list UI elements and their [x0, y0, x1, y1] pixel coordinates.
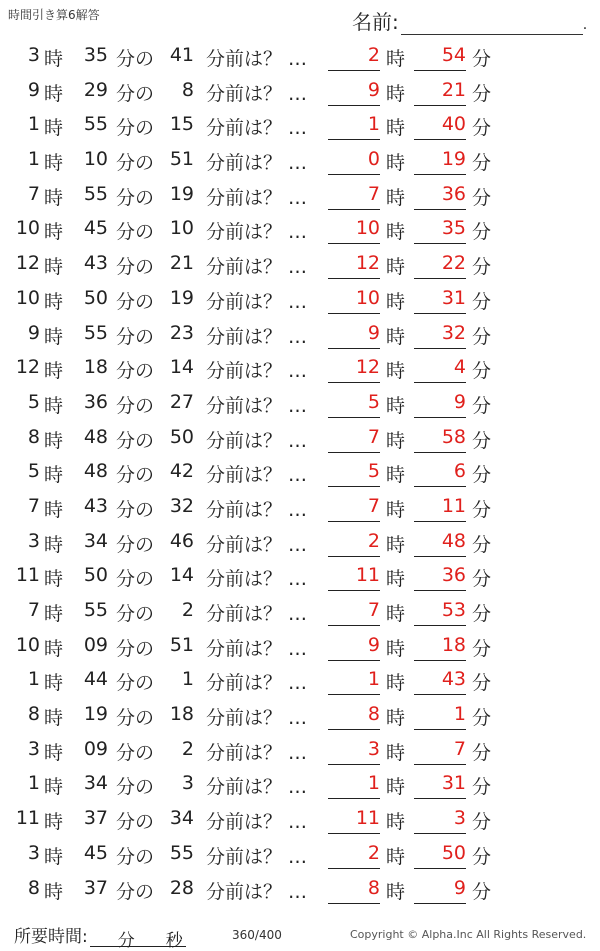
- answer-minute: 36: [414, 564, 466, 591]
- before-label: 分前は？ …: [206, 48, 308, 70]
- start-minute: 09: [83, 737, 108, 760]
- hour-label: 時: [44, 845, 64, 868]
- minute-label: 分: [472, 811, 492, 834]
- subtract-minutes: 28: [169, 876, 194, 899]
- answer-minute: 9: [414, 391, 466, 418]
- minute-of-label: 分の: [116, 429, 155, 452]
- hour-label: 時: [386, 394, 406, 417]
- answer-minute: 7: [414, 738, 466, 765]
- start-minute: 55: [83, 182, 108, 205]
- problem-row: [0, 491, 600, 526]
- hour-label: 時: [386, 256, 406, 279]
- answer-hour: 1: [328, 113, 380, 140]
- start-minute: 35: [83, 44, 108, 66]
- start-hour: 3: [27, 529, 40, 552]
- hour-label: 時: [386, 637, 406, 660]
- hour-label: 時: [44, 429, 64, 452]
- problem-row: [0, 213, 600, 248]
- minute-of-label: 分の: [116, 48, 155, 70]
- before-label: 分前は？ …: [206, 568, 308, 591]
- minute-label: 分: [472, 48, 492, 70]
- before-label: 分前は？ …: [206, 152, 308, 175]
- answer-minute: 35: [414, 217, 466, 244]
- answer-minute: 1: [414, 703, 466, 730]
- hour-label: 時: [44, 672, 64, 695]
- answer-minute: 6: [414, 460, 466, 487]
- start-hour: 3: [27, 44, 40, 66]
- answer-hour: 7: [328, 599, 380, 626]
- before-label: 分前は？ …: [206, 394, 308, 417]
- hour-label: 時: [44, 603, 64, 625]
- minute-of-label: 分の: [116, 325, 155, 348]
- answer-hour: 3: [328, 738, 380, 765]
- problem-row: [0, 699, 600, 734]
- start-minute: 45: [83, 217, 108, 240]
- problem-row: [0, 838, 600, 873]
- problem-row: [0, 352, 600, 387]
- minute-of-label: 分の: [116, 707, 155, 730]
- minute-of-label: 分の: [116, 741, 155, 764]
- name-field: [352, 6, 587, 35]
- hour-label: 時: [386, 880, 406, 903]
- hour-label: 時: [44, 741, 64, 764]
- answer-hour: 2: [328, 530, 380, 557]
- start-minute: 29: [83, 78, 108, 101]
- subtract-minutes: 34: [169, 807, 194, 830]
- before-label: 分前は？ …: [206, 707, 308, 730]
- answer-hour: 2: [328, 44, 380, 71]
- minute-of-label: 分の: [116, 568, 155, 591]
- subtract-minutes: 19: [169, 286, 194, 309]
- minute-label: 分: [472, 741, 492, 764]
- before-label: 分前は？ …: [206, 429, 308, 452]
- subtract-minutes: 55: [169, 841, 194, 864]
- problem-row: [0, 179, 600, 214]
- start-hour: 7: [27, 599, 40, 621]
- minute-label: 分: [472, 603, 492, 625]
- hour-label: 時: [44, 394, 64, 417]
- answer-hour: 10: [328, 217, 380, 244]
- name-dot: .: [582, 17, 588, 33]
- answer-minute: 9: [414, 877, 466, 904]
- hour-label: 時: [386, 464, 406, 487]
- answer-hour: 12: [328, 252, 380, 279]
- problem-row: [0, 318, 600, 353]
- minute-label: 分: [472, 776, 492, 799]
- before-label: 分前は？ …: [206, 117, 308, 140]
- hour-label: 時: [386, 360, 406, 383]
- hour-label: 時: [386, 603, 406, 625]
- hour-label: 時: [44, 568, 64, 591]
- answer-minute: 4: [414, 356, 466, 383]
- hour-label: 時: [386, 117, 406, 140]
- hour-label: 時: [386, 811, 406, 834]
- hour-label: 時: [386, 741, 406, 764]
- hour-label: 時: [44, 48, 64, 70]
- before-label: 分前は？ …: [206, 464, 308, 487]
- subtract-minutes: 50: [169, 425, 194, 448]
- start-minute: 37: [83, 876, 108, 899]
- problem-row: [0, 664, 600, 699]
- minute-of-label: 分の: [116, 603, 155, 625]
- subtract-minutes: 3: [181, 772, 194, 795]
- subtract-minutes: 51: [169, 148, 194, 171]
- problem-row: [0, 803, 600, 838]
- minute-of-label: 分の: [116, 776, 155, 799]
- time-taken: [14, 922, 186, 951]
- answer-minute: 53: [414, 599, 466, 626]
- minute-label: 分: [472, 672, 492, 695]
- minute-label: 分: [472, 360, 492, 383]
- minute-label: 分: [472, 256, 492, 279]
- start-minute: 09: [83, 633, 108, 656]
- hour-label: 時: [44, 776, 64, 799]
- start-minute: 10: [83, 148, 108, 171]
- hour-label: 時: [44, 290, 64, 313]
- minute-of-label: 分の: [116, 256, 155, 279]
- hour-label: 時: [386, 82, 406, 105]
- answer-minute: 18: [414, 634, 466, 661]
- name-underline: [401, 14, 583, 35]
- hour-label: 時: [44, 325, 64, 348]
- start-hour: 3: [27, 737, 40, 760]
- hour-label: 時: [386, 707, 406, 730]
- problem-row: [0, 456, 600, 491]
- subtract-minutes: 42: [169, 460, 194, 483]
- subtract-minutes: 46: [169, 529, 194, 552]
- before-label: 分前は？ …: [206, 221, 308, 244]
- answer-hour: 11: [328, 807, 380, 834]
- hour-label: 時: [386, 221, 406, 244]
- start-minute: 48: [83, 425, 108, 448]
- minute-of-label: 分の: [116, 498, 155, 521]
- minute-label: 分: [472, 637, 492, 660]
- answer-hour: 8: [328, 703, 380, 730]
- start-hour: 7: [27, 182, 40, 205]
- hour-label: 時: [44, 637, 64, 660]
- answer-minute: 54: [414, 44, 466, 71]
- problem-row: [0, 283, 600, 318]
- start-hour: 12: [15, 356, 40, 379]
- start-hour: 9: [27, 321, 40, 344]
- before-label: 分前は？ …: [206, 811, 308, 834]
- before-label: 分前は？ …: [206, 256, 308, 279]
- second-unit: 秒: [165, 931, 183, 951]
- minute-label: 分: [472, 290, 492, 313]
- start-hour: 1: [27, 772, 40, 795]
- answer-minute: 31: [414, 772, 466, 799]
- answer-minute: 19: [414, 148, 466, 175]
- subtract-minutes: 2: [181, 737, 194, 760]
- start-hour: 8: [27, 425, 40, 448]
- hour-label: 時: [386, 290, 406, 313]
- hour-label: 時: [44, 880, 64, 903]
- answer-hour: 11: [328, 564, 380, 591]
- problem-row: [0, 144, 600, 179]
- start-hour: 8: [27, 876, 40, 899]
- hour-label: 時: [386, 186, 406, 209]
- start-hour: 1: [27, 668, 40, 691]
- start-minute: 43: [83, 252, 108, 275]
- minute-label: 分: [472, 880, 492, 903]
- hour-label: 時: [386, 429, 406, 452]
- answer-minute: 11: [414, 495, 466, 522]
- start-minute: 50: [83, 286, 108, 309]
- minute-label: 分: [472, 186, 492, 209]
- minute-label: 分: [472, 568, 492, 591]
- problem-row: [0, 40, 600, 75]
- name-label: 名前:: [352, 10, 399, 34]
- answer-hour: 7: [328, 426, 380, 453]
- before-label: 分前は？ …: [206, 82, 308, 105]
- start-hour: 7: [27, 494, 40, 517]
- problem-list: [0, 40, 600, 907]
- minute-of-label: 分の: [116, 360, 155, 383]
- problem-row: [0, 595, 600, 630]
- start-hour: 12: [15, 252, 40, 275]
- problem-row: [0, 109, 600, 144]
- answer-minute: 40: [414, 113, 466, 140]
- before-label: 分前は？ …: [206, 776, 308, 799]
- before-label: 分前は？ …: [206, 845, 308, 868]
- before-label: 分前は？ …: [206, 880, 308, 903]
- answer-hour: 10: [328, 287, 380, 314]
- before-label: 分前は？ …: [206, 533, 308, 556]
- start-hour: 5: [27, 390, 40, 413]
- start-hour: 10: [15, 286, 40, 309]
- time-taken-line: [90, 926, 186, 951]
- start-minute: 55: [83, 113, 108, 136]
- minute-label: 分: [472, 845, 492, 868]
- minute-of-label: 分の: [116, 533, 155, 556]
- start-hour: 3: [27, 841, 40, 864]
- start-minute: 55: [83, 321, 108, 344]
- hour-label: 時: [386, 533, 406, 556]
- start-minute: 18: [83, 356, 108, 379]
- hour-label: 時: [44, 152, 64, 175]
- subtract-minutes: 15: [169, 113, 194, 136]
- problem-row: [0, 422, 600, 457]
- hour-label: 時: [44, 117, 64, 140]
- time-taken-label: 所要時間:: [14, 927, 88, 947]
- subtract-minutes: 21: [169, 252, 194, 275]
- minute-of-label: 分の: [116, 186, 155, 209]
- start-minute: 34: [83, 772, 108, 795]
- start-hour: 10: [15, 217, 40, 240]
- minute-label: 分: [472, 498, 492, 521]
- hour-label: 時: [44, 811, 64, 834]
- hour-label: 時: [44, 498, 64, 521]
- problem-row: [0, 768, 600, 803]
- start-minute: 44: [83, 668, 108, 691]
- answer-hour: 5: [328, 460, 380, 487]
- minute-label: 分: [472, 221, 492, 244]
- answer-minute: 22: [414, 252, 466, 279]
- answer-hour: 9: [328, 322, 380, 349]
- subtract-minutes: 32: [169, 494, 194, 517]
- subtract-minutes: 14: [169, 564, 194, 587]
- subtract-minutes: 18: [169, 703, 194, 726]
- problem-row: [0, 873, 600, 908]
- hour-label: 時: [44, 360, 64, 383]
- answer-minute: 58: [414, 426, 466, 453]
- answer-hour: 12: [328, 356, 380, 383]
- problem-row: [0, 75, 600, 110]
- before-label: 分前は？ …: [206, 498, 308, 521]
- before-label: 分前は？ …: [206, 637, 308, 660]
- answer-minute: 43: [414, 668, 466, 695]
- minute-label: 分: [472, 152, 492, 175]
- before-label: 分前は？ …: [206, 360, 308, 383]
- hour-label: 時: [386, 776, 406, 799]
- minute-of-label: 分の: [116, 394, 155, 417]
- answer-minute: 3: [414, 807, 466, 834]
- score: 360/400: [232, 928, 282, 942]
- before-label: 分前は？ …: [206, 603, 308, 625]
- minute-of-label: 分の: [116, 811, 155, 834]
- before-label: 分前は？ …: [206, 186, 308, 209]
- hour-label: 時: [44, 707, 64, 730]
- start-hour: 9: [27, 78, 40, 101]
- problem-row: [0, 387, 600, 422]
- minute-label: 分: [472, 464, 492, 487]
- start-hour: 8: [27, 703, 40, 726]
- start-hour: 1: [27, 148, 40, 171]
- minute-label: 分: [472, 82, 492, 105]
- problem-row: [0, 248, 600, 283]
- minute-unit: 分: [117, 931, 135, 951]
- answer-hour: 7: [328, 495, 380, 522]
- start-minute: 43: [83, 494, 108, 517]
- answer-hour: 5: [328, 391, 380, 418]
- hour-label: 時: [386, 568, 406, 591]
- answer-hour: 0: [328, 148, 380, 175]
- hour-label: 時: [386, 672, 406, 695]
- minute-of-label: 分の: [116, 152, 155, 175]
- start-minute: 36: [83, 390, 108, 413]
- minute-of-label: 分の: [116, 464, 155, 487]
- subtract-minutes: 10: [169, 217, 194, 240]
- minute-label: 分: [472, 429, 492, 452]
- start-minute: 19: [83, 703, 108, 726]
- subtract-minutes: 8: [181, 78, 194, 101]
- before-label: 分前は？ …: [206, 325, 308, 348]
- start-minute: 50: [83, 564, 108, 587]
- minute-label: 分: [472, 325, 492, 348]
- start-minute: 45: [83, 841, 108, 864]
- copyright: Copyright © Alpha.Inc All Rights Reserved.: [350, 928, 587, 941]
- minute-label: 分: [472, 117, 492, 140]
- answer-hour: 1: [328, 772, 380, 799]
- subtract-minutes: 23: [169, 321, 194, 344]
- hour-label: 時: [44, 464, 64, 487]
- answer-minute: 31: [414, 287, 466, 314]
- before-label: 分前は？ …: [206, 672, 308, 695]
- before-label: 分前は？ …: [206, 290, 308, 313]
- minute-label: 分: [472, 707, 492, 730]
- start-hour: 1: [27, 113, 40, 136]
- subtract-minutes: 51: [169, 633, 194, 656]
- answer-hour: 9: [328, 634, 380, 661]
- start-hour: 10: [15, 633, 40, 656]
- hour-label: 時: [386, 498, 406, 521]
- hour-label: 時: [44, 533, 64, 556]
- answer-hour: 9: [328, 79, 380, 106]
- answer-hour: 2: [328, 842, 380, 869]
- minute-of-label: 分の: [116, 637, 155, 660]
- hour-label: 時: [44, 82, 64, 105]
- answer-minute: 36: [414, 183, 466, 210]
- answer-minute: 32: [414, 322, 466, 349]
- before-label: 分前は？ …: [206, 741, 308, 764]
- answer-hour: 1: [328, 668, 380, 695]
- subtract-minutes: 1: [181, 668, 194, 691]
- minute-of-label: 分の: [116, 880, 155, 903]
- answer-hour: 7: [328, 183, 380, 210]
- answer-minute: 48: [414, 530, 466, 557]
- worksheet-title: 時間引き算6解答: [8, 8, 100, 22]
- hour-label: 時: [386, 152, 406, 175]
- minute-of-label: 分の: [116, 290, 155, 313]
- minute-of-label: 分の: [116, 221, 155, 244]
- subtract-minutes: 41: [169, 44, 194, 66]
- answer-minute: 21: [414, 79, 466, 106]
- subtract-minutes: 19: [169, 182, 194, 205]
- hour-label: 時: [44, 256, 64, 279]
- problem-row: [0, 526, 600, 561]
- hour-label: 時: [386, 48, 406, 70]
- start-hour: 11: [15, 807, 40, 830]
- answer-minute: 50: [414, 842, 466, 869]
- hour-label: 時: [386, 845, 406, 868]
- problem-row: [0, 630, 600, 665]
- hour-label: 時: [44, 186, 64, 209]
- start-hour: 5: [27, 460, 40, 483]
- problem-row: [0, 560, 600, 595]
- minute-of-label: 分の: [116, 82, 155, 105]
- subtract-minutes: 27: [169, 390, 194, 413]
- subtract-minutes: 2: [181, 599, 194, 621]
- minute-of-label: 分の: [116, 845, 155, 868]
- minute-label: 分: [472, 533, 492, 556]
- start-minute: 34: [83, 529, 108, 552]
- minute-label: 分: [472, 394, 492, 417]
- subtract-minutes: 14: [169, 356, 194, 379]
- start-minute: 37: [83, 807, 108, 830]
- minute-of-label: 分の: [116, 672, 155, 695]
- start-hour: 11: [15, 564, 40, 587]
- answer-hour: 8: [328, 877, 380, 904]
- problem-row: [0, 734, 600, 769]
- hour-label: 時: [386, 325, 406, 348]
- minute-of-label: 分の: [116, 117, 155, 140]
- start-minute: 55: [83, 599, 108, 621]
- start-minute: 48: [83, 460, 108, 483]
- hour-label: 時: [44, 221, 64, 244]
